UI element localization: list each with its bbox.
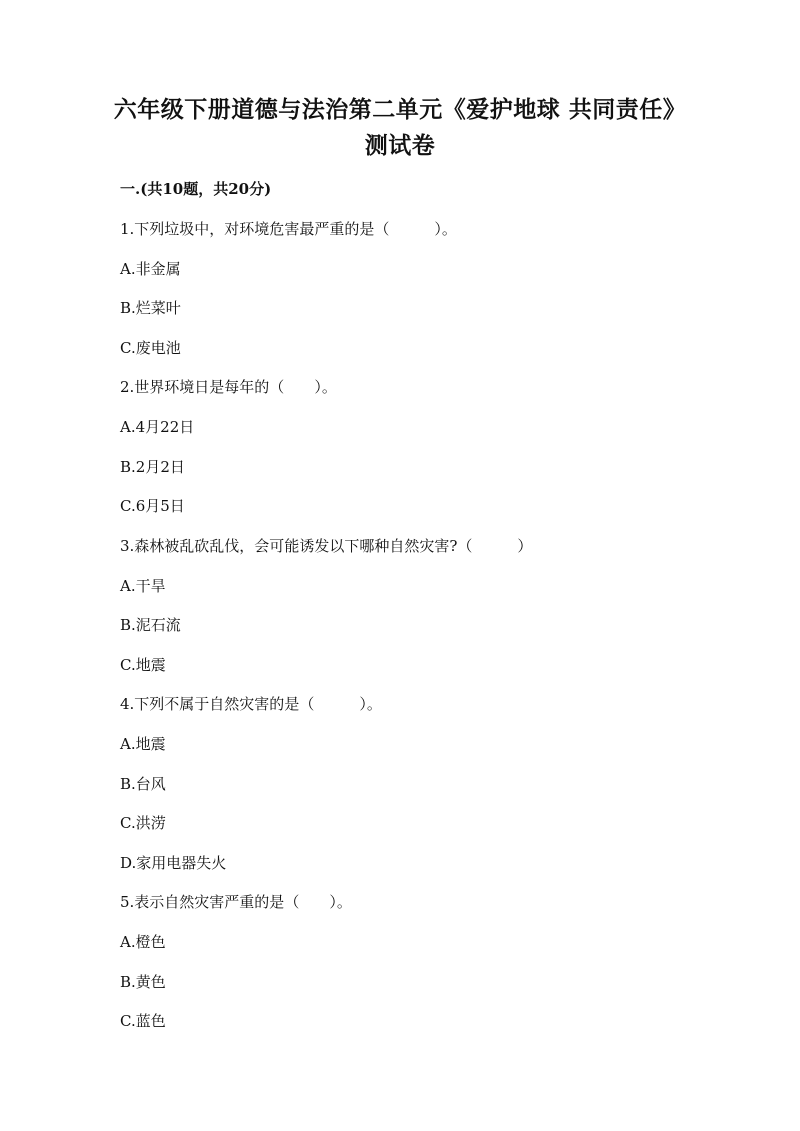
question-3-option-a: A.干旱 [120, 577, 166, 595]
section-heading: 一.(共10题，共20分) [120, 180, 272, 198]
question-1-option-b: B.烂菜叶 [120, 299, 181, 317]
question-4-option-c: C.洪涝 [120, 814, 166, 832]
question-2-stem: 2.世界环境日是每年的（ ）。 [120, 378, 337, 396]
question-2-option-a: A.4月22日 [120, 418, 195, 436]
question-4-option-b: B.台风 [120, 775, 166, 793]
question-1-option-a: A.非金属 [120, 260, 181, 278]
question-4-option-a: A.地震 [120, 735, 166, 753]
document-title: 六年级下册道德与法治第二单元《爱护地球 共同责任》测试卷 [113, 96, 687, 159]
question-1-option-c: C.废电池 [120, 339, 181, 357]
question-5-option-b: B.黄色 [120, 973, 166, 991]
question-4-stem: 4.下列不属于自然灾害的是（ ）。 [120, 695, 382, 713]
question-2-option-b: B.2月2日 [120, 458, 185, 476]
question-1-stem: 1.下列垃圾中，对环境危害最严重的是（ ）。 [120, 220, 457, 238]
question-3-option-c: C.地震 [120, 656, 166, 674]
question-3-option-b: B.泥石流 [120, 616, 181, 634]
question-4-option-d: D.家用电器失火 [120, 854, 227, 872]
question-5-option-a: A.橙色 [120, 933, 166, 951]
question-5-option-c: C.蓝色 [120, 1012, 166, 1030]
question-2-option-c: C.6月5日 [120, 497, 185, 515]
question-3-stem: 3.森林被乱砍乱伐，会可能诱发以下哪种自然灾害?（ ） [120, 537, 533, 555]
question-5-stem: 5.表示自然灾害严重的是（ ）。 [120, 893, 352, 911]
